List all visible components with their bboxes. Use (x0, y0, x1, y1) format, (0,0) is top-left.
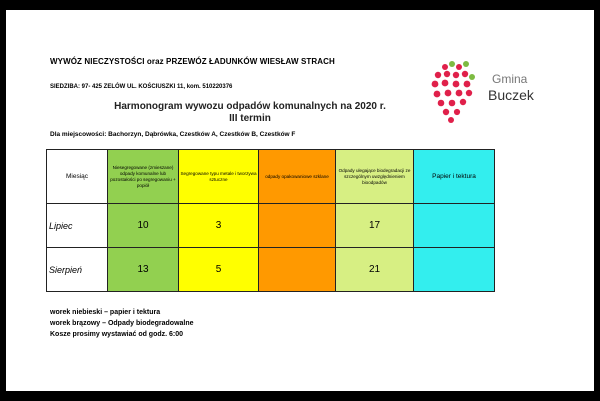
logo-text-gmina: Gmina (492, 72, 528, 86)
column-header-mixed-waste: Niesegregowane (zmieszane) odpady komunalne lub pozostałości po segregowaniu + popiół (108, 150, 179, 204)
column-header-glass: odpady opakowaniowe szklane (259, 150, 336, 204)
logo-text-buczek: Buczek (488, 87, 534, 103)
note-blue-bag: worek niebieski – papier i tektura (50, 309, 161, 316)
company-name: WYWÓZ NIECZYSTOŚCI oraz PRZEWÓZ ŁADUNKÓW WIESŁAW STRACH (50, 57, 335, 66)
table-row (47, 248, 495, 292)
paper-day (414, 248, 495, 292)
schedule-title: Harmonogram wywozu odpadów komunalnych na 2020 r. (114, 101, 386, 112)
column-header-biodegradable: Odpady ulegające biodegradacji ze szczególnym uwzględnieniem bioodpadów (336, 150, 414, 204)
mixed-waste-day: 13 (108, 248, 179, 292)
month-cell: Lipiec (47, 204, 108, 248)
table-header-row (47, 150, 495, 204)
table-row (47, 204, 495, 248)
biodegradable-day: 17 (336, 204, 414, 248)
biodegradable-day: 21 (336, 248, 414, 292)
schedule-table (46, 149, 495, 292)
column-header-metal-plastic: Segregowane typu metale i tworzywa sztuczne (179, 150, 259, 204)
localities: Dla miejscowości: Bachorzyn, Dąbrówka, Czestków A, Czestków B, Czestków F (50, 131, 296, 138)
paper-day (414, 204, 495, 248)
column-header-paper: Papier i tektura (414, 150, 495, 204)
notes (50, 307, 194, 340)
metal-plastic-day: 5 (179, 248, 259, 292)
metal-plastic-day: 3 (179, 204, 259, 248)
company-address: SIEDZIBA: 97- 425 ZELÓW UL. KOŚCIUSZKI 11, kom. 510220376 (50, 84, 233, 90)
note-brown-bag: worek brązowy – Odpady biodegradowalne (50, 320, 194, 327)
month-cell: Sierpień (47, 248, 108, 292)
column-header-month: Miesiąc (47, 150, 108, 204)
mixed-waste-day: 10 (108, 204, 179, 248)
note-bin-time: Kosze prosimy wystawiać od godz. 6:00 (50, 331, 184, 338)
schedule-term: III termin (229, 113, 271, 124)
glass-day (259, 204, 336, 248)
glass-day (259, 248, 336, 292)
